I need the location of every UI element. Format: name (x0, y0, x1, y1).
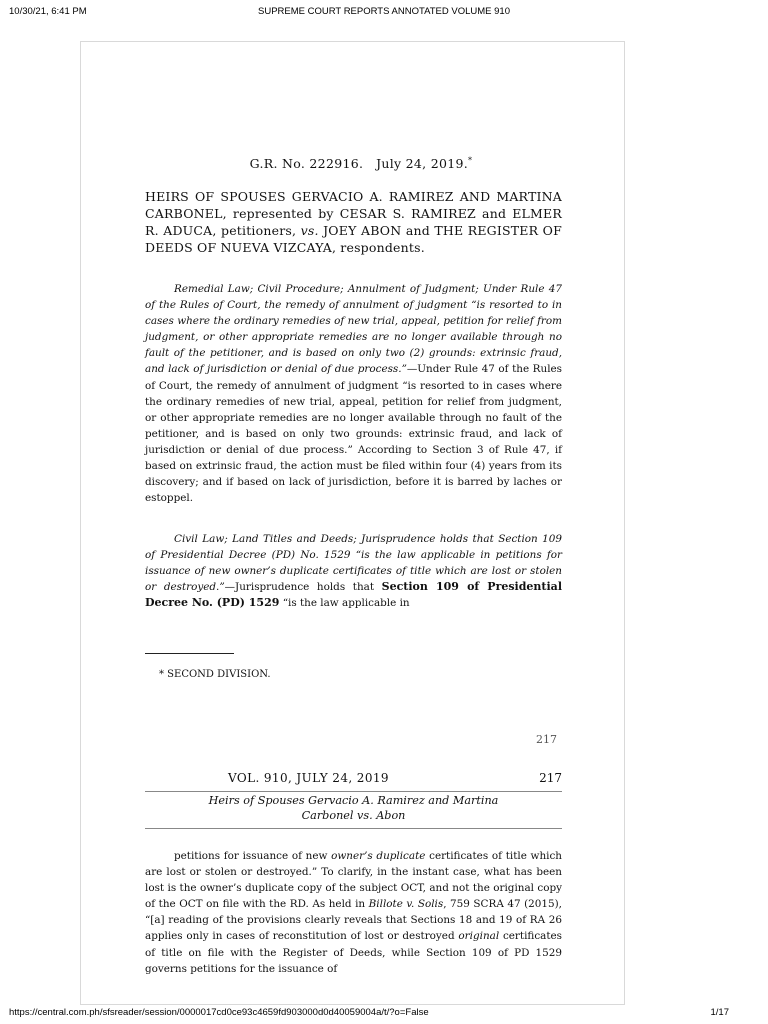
body-text (145, 848, 562, 977)
print-footer (0, 1001, 768, 1021)
body-text-3: certificates of title which are lost or stolen or destroyed.” To clarify, in the instant case, what has been lost is the owner’s duplicate copy of the subject OCT, and not the original copy of the OCT on file with the RD. As held in (145, 850, 562, 911)
parties-petitioners: HEIRS OF SPOUSES GERVACIO A. RAMIREZ AND MARTINA CARBONEL, represented by CESAR S. RAMIREZ and ELMER R. ADUCA, petitioners, (145, 189, 562, 238)
running-head-rule-top (145, 791, 562, 792)
print-header (0, 0, 768, 20)
print-datetime: 10/30/21, 6:41 PM (9, 6, 87, 17)
versus-label: vs. (300, 223, 319, 238)
parties-respondents: JOEY ABON and THE REGISTER OF DEEDS OF NUEVA VIZCAYA, respondents. (145, 223, 562, 255)
running-head-rule-bottom (145, 828, 562, 829)
syllabus-2-text: —Jurisprudence holds that (224, 581, 382, 594)
gr-number: G.R. No. 222916. (249, 156, 364, 172)
print-url: https://central.com.ph/sfsreader/session/0000017cd0ce93c4659fd903000d0d40059004a/t/?o=False (9, 1007, 429, 1018)
syllabus-2-headnote: Civil Law; Land Titles and Deeds; Jurisprudence holds that Section 109 of Presidential Decree (PD) No. 1529 “is the law applicable in petitions for issuance of new owner’s duplicate certificates of title which are lost or stolen or destroyed.” (145, 533, 562, 594)
body-text-2: owner’s duplicate (331, 850, 426, 862)
caption-line-1: Heirs of Spouses Gervacio A. Ramirez and Martina (208, 794, 499, 807)
case-number-line (81, 156, 641, 171)
syllabus-1-text: —Under Rule 47 of the Rules of Court, the remedy of annulment of judgment “is resorted to in cases where the ordinary remedies of new trial, appeal, petition for relief from judgment, or other appropriate remedies are no longer available through no fault of the petitioner, and is based on only two grounds: extrinsic fraud, and lack of jurisdiction or denial of due process.” According to Section 3 of Rule 47, if based on extrinsic fraud, the action must be filed within four (4) years from its discovery; and if based on lack of jurisdiction, before it is barred by laches or estoppel. (145, 363, 562, 505)
syllabus-2-bold: Section 109 of Presidential Decree No. (PD) 1529 (145, 580, 562, 610)
syllabus-paragraph-2 (145, 531, 562, 611)
decision-date: July 24, 2019. (376, 156, 468, 172)
case-parties (145, 188, 562, 256)
print-page-count: 1/17 (710, 1007, 729, 1018)
page-number: 217 (536, 733, 557, 746)
body-text-1: petitions for issuance of new (174, 850, 332, 862)
syllabus-2-tail: “is the law applicable in (279, 597, 410, 610)
running-head-page: 217 (539, 771, 562, 785)
running-head-title: VOL. 910, JULY 24, 2019 (228, 771, 389, 785)
caption-line-2: Carbonel vs. Abon (301, 809, 406, 822)
print-title: SUPREME COURT REPORTS ANNOTATED VOLUME 910 (258, 6, 510, 17)
body-case-citation: Billote v. Solis (368, 898, 444, 911)
footnote-divider (145, 653, 234, 654)
syllabus-1-headnote: Remedial Law; Civil Procedure; Annulment of Judgment; Under Rule 47 of the Rules of Court, the remedy of annulment of judgment “is resorted to in cases where the ordinary remedies of new trial, appeal, petition for relief from judgment, or other appropriate remedies are no longer available through no fault of the petitioner, and is based on only two (2) grounds: extrinsic fraud, and lack of jurisdiction or denial of due process.” (145, 283, 562, 376)
body-text-5: , 759 SCRA 47 (2015), “[a] reading of the provisions clearly reveals that Sections 18 and 19 of RA 26 applies only in cases of reconstitution of lost or destroyed (145, 898, 562, 943)
footnote: * SECOND DIVISION. (159, 669, 271, 680)
syllabus-paragraph-1 (145, 281, 562, 506)
case-caption (145, 793, 562, 823)
body-text-6: original (458, 930, 500, 943)
body-text-7: certificates of title on file with the Register of Deeds, while Section 109 of PD 1529 governs petitions for the issuance of (145, 930, 562, 975)
document-page (80, 41, 625, 1005)
footnote-marker: * (468, 156, 473, 165)
